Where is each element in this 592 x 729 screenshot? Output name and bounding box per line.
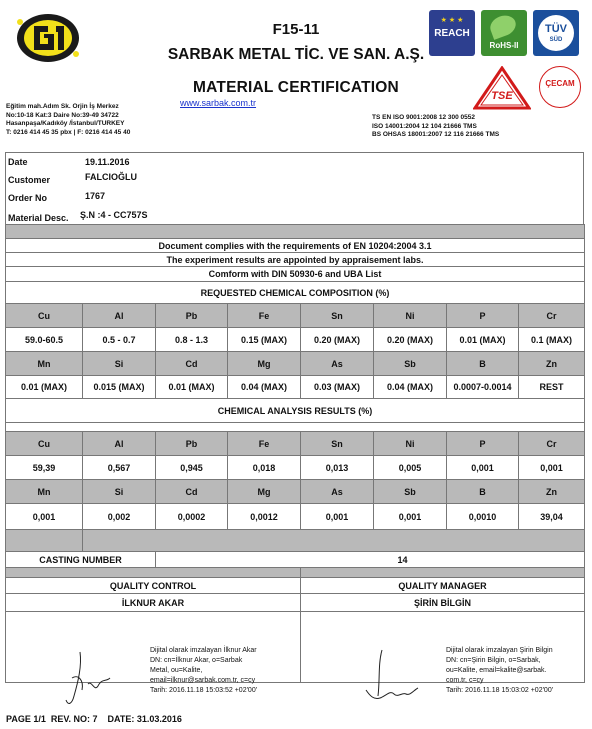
address-line: T: 0216 414 45 35 pbx | F: 0216 414 45 40 [6,128,131,136]
element-header: Cd [156,352,228,376]
quality-control-signature-text [150,646,257,696]
order-label: Order No [8,193,48,203]
standards-list [372,114,499,140]
result-value: 0,001 [447,456,519,480]
element-header: Mn [6,352,83,376]
spacer-cell [83,530,585,552]
quality-control-signature [58,648,120,710]
standard-line: ISO 14001:2004 12 104 21666 TMS [372,122,477,130]
result-value: 0,0010 [447,504,519,530]
cecam-logo: ÇECAM [539,66,581,108]
element-header: Sb [374,352,447,376]
requested-value: 0.03 (MAX) [301,376,374,399]
reach-logo: ★ ★ ★ REACH [429,10,475,56]
spacer-row [6,423,585,432]
company-name: SARBAK METAL TİC. VE SAN. A.Ş. [167,46,425,63]
rohs-logo: RoHS-II [481,10,527,56]
requested-value: REST [519,376,585,399]
element-header: P [447,304,519,328]
element-header: Sb [374,480,447,504]
element-header: Zn [519,352,585,376]
signature-text-line: Dijital olarak imzalayan İlknur Akar [150,647,257,654]
quality-manager-signature-text [446,646,553,696]
result-value: 0,001 [6,504,83,530]
signature-text-line: ou=Kalite, email=kalite@sarbak. [446,667,547,674]
standard-line: TS EN ISO 9001:2008 12 300 0552 [372,114,475,121]
element-header: Mn [6,480,83,504]
element-header: B [447,480,519,504]
spacer-cell [301,568,585,578]
element-header: Cu [6,304,83,328]
requested-value: 0.20 (MAX) [301,328,374,352]
note-line: Comform with DIN 50930-6 and UBA List [6,267,585,282]
quality-control-title: QUALITY CONTROL [6,578,301,594]
page-footer: PAGE 1/1 REV. NO: 7 DATE: 31.03.2016 [6,714,182,724]
result-value: 0,0002 [156,504,228,530]
result-value: 0,002 [83,504,156,530]
note-line: The experiment results are appointed by appraisement labs. [6,253,585,267]
element-header: Al [83,432,156,456]
requested-value: 0.15 (MAX) [228,328,301,352]
result-value: 0,945 [156,456,228,480]
material-value: Ş.N :4 - CC757S [80,210,148,220]
quality-control-name: İLKNUR AKAR [6,594,301,612]
signature-text-line: Tarih: 2016.11.18 15:03:52 +02'00' [150,687,258,694]
element-header: Fe [228,304,301,328]
result-value: 0,001 [301,504,374,530]
requested-value: 0.20 (MAX) [374,328,447,352]
element-header: Si [83,480,156,504]
signature-text-line: DN: cn=İlknur Akar, o=Sarbak [150,657,243,664]
company-address [6,103,130,137]
signature-text-line: DN: cn=Şirin Bilgin, o=Sarbak, [446,657,541,664]
quality-manager-signature [356,646,426,708]
tse-logo [473,66,531,110]
spacer-cell [6,530,83,552]
element-header: Al [83,304,156,328]
customer-label: Customer [8,175,51,185]
element-header: Ni [374,432,447,456]
requested-value: 0.01 (MAX) [6,376,83,399]
result-value: 59,39 [6,456,83,480]
address-line: Hasanpaşa/Kadıköy /İstanbul/TURKEY [6,120,125,128]
date-value: 19.11.2016 [85,157,130,167]
element-header: As [301,352,374,376]
signature-text-line: Metal, ou=Kalite, [150,667,203,674]
results-title: CHEMICAL ANALYSIS RESULTS (%) [6,399,585,423]
requested-value: 0.5 - 0.7 [83,328,156,352]
casting-number-value: 14 [156,552,585,568]
standard-line: BS OHSAS 18001:2007 12 116 21666 TMS [372,131,500,139]
material-label: Material Desc. [8,213,69,223]
result-value: 0,001 [374,504,447,530]
element-header: Mg [228,480,301,504]
website-link[interactable]: www.sarbak.com.tr [180,98,257,108]
quality-manager-title: QUALITY MANAGER [301,578,585,594]
customer-value: FALCIOĞLU [85,172,137,182]
signature-text-line: Dijital olarak imzalayan Şirin Bilgin [446,647,553,654]
quality-manager-name: ŞİRİN BİLGİN [301,594,585,612]
address-line: Eğitim mah.Adım Sk. Orjin İş Merkez [6,103,119,110]
signature-text-line: Tarih: 2016.11.18 15:03:02 +02'00' [446,687,554,694]
spacer-row [6,225,585,239]
tuv-logo: TÜV SÜD [533,10,579,56]
element-header: Si [83,352,156,376]
requested-value: 0.8 - 1.3 [156,328,228,352]
requested-value: 0.1 (MAX) [519,328,585,352]
casting-number-label: CASTING NUMBER [6,552,156,568]
element-header: Sn [301,304,374,328]
signature-text-line: com.tr, c=cy [446,677,484,684]
requested-value: 0.0007-0.0014 [447,376,519,399]
document-code: F15-11 [272,21,320,38]
element-header: As [301,480,374,504]
page-title: MATERIAL CERTIFICATION [193,79,399,96]
result-value: 0,005 [374,456,447,480]
address-line: No:10-18 Kat:3 Daire No:39-49 34722 [6,111,119,119]
requested-title: REQUESTED CHEMICAL COMPOSITION (%) [6,282,585,304]
element-header: Ni [374,304,447,328]
requested-value: 0.015 (MAX) [83,376,156,399]
element-header: P [447,432,519,456]
requested-value: 0.04 (MAX) [228,376,301,399]
element-header: Cd [156,480,228,504]
result-value: 0,0012 [228,504,301,530]
result-value: 0,001 [519,456,585,480]
element-header: Pb [156,304,228,328]
element-header: Mg [228,352,301,376]
element-header: Cr [519,432,585,456]
requested-value: 0.01 (MAX) [447,328,519,352]
note-line: Document complies with the requirements of EN 10204:2004 3.1 [6,239,585,253]
date-label: Date [8,157,28,167]
element-header: Sn [301,432,374,456]
result-value: 0,567 [83,456,156,480]
element-header: Cr [519,304,585,328]
result-value: 0,013 [301,456,374,480]
element-header: Zn [519,480,585,504]
element-header: Cu [6,432,83,456]
spacer-cell [6,568,301,578]
requested-value: 0.04 (MAX) [374,376,447,399]
element-header: B [447,352,519,376]
order-value: 1767 [85,191,106,201]
element-header: Fe [228,432,301,456]
result-value: 0,018 [228,456,301,480]
requested-value: 59.0-60.5 [6,328,83,352]
result-value: 39,04 [519,504,585,530]
tse-label: TSE [491,90,513,102]
chemical-table [5,224,585,683]
signature-text-line: email=ilknur@sarbak.com.tr, c=cy [150,677,256,684]
requested-value: 0.01 (MAX) [156,376,228,399]
element-header: Pb [156,432,228,456]
